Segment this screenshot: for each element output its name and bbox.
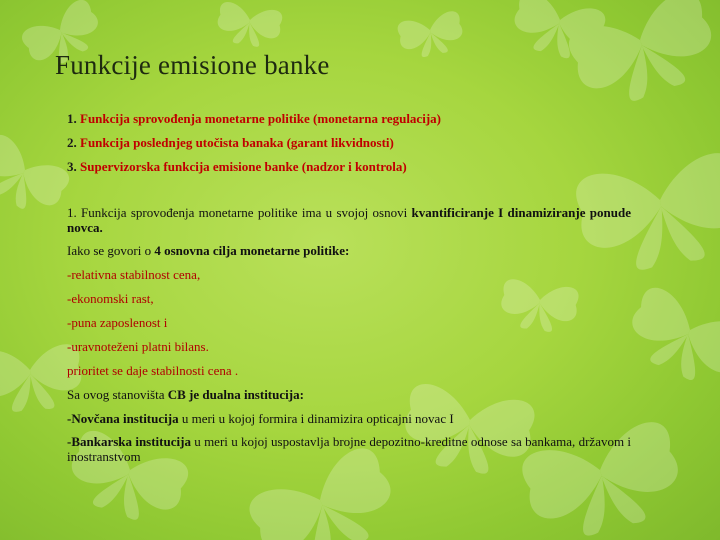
goal-item: -uravnoteženi platni bilans. — [67, 339, 209, 354]
list-item-number: 2. — [67, 135, 77, 150]
paragraph-emphasis: 4 osnovna cilja monetarne politike: — [154, 243, 350, 258]
paragraph-text: Sa ovog stanovišta — [67, 387, 168, 402]
slide-title: Funkcije emisione banke — [55, 50, 330, 80]
list-item-number: 1. — [67, 111, 77, 126]
function-list — [67, 110, 647, 182]
butterfly-icon — [396, 10, 466, 62]
list-item-text: Supervizorska funkcija emisione banke (nadzor i kontrola) — [76, 159, 407, 174]
paragraph-emphasis: kvantificiranje I dinamiziranje ponude novca. — [67, 205, 631, 235]
list-item-number: 3. — [67, 159, 77, 174]
paragraph-emphasis: -Novčana institucija — [67, 411, 179, 426]
goal-item: -puna zaposlenost i — [67, 315, 168, 330]
list-item — [67, 110, 647, 134]
paragraph-monetary-function — [67, 206, 631, 235]
list-item-text: Funkcija sprovođenja monetarne politike (monetarna regulacija) — [76, 111, 441, 126]
butterfly-icon — [0, 131, 73, 223]
slide-body — [67, 206, 631, 472]
paragraph-emphasis: -Bankarska institucija — [67, 434, 191, 449]
paragraph-text: u meri u kojoj uspostavlja brojne depozitno-kreditne odnose sa bankama, državom i inostranstvom — [67, 434, 632, 464]
list-item-text: Funkcija poslednjeg utočista banaka (garant likvidnosti) — [76, 135, 394, 150]
list-item — [67, 158, 647, 182]
paragraph-goals-intro — [67, 243, 631, 267]
paragraph-banking-institution — [67, 435, 631, 464]
paragraph-text: Iako se govori o — [67, 243, 155, 258]
butterfly-icon — [214, 1, 283, 51]
list-item — [67, 134, 647, 158]
paragraph-monetary-institution — [67, 411, 631, 435]
goal-item: -relativna stabilnost cena, — [67, 267, 201, 282]
goal-item: -ekonomski rast, — [67, 291, 154, 306]
butterfly-icon — [564, 0, 720, 116]
butterfly-icon — [508, 0, 608, 66]
paragraph-emphasis: CB je dualna institucija: — [167, 387, 304, 402]
priority-note: prioritet se daje stabilnosti cena . — [67, 363, 239, 378]
paragraph-dual-institution — [67, 387, 631, 411]
paragraph-text: 1. Funkcija sprovođenja monetarne politike ima u svojoj osnovi — [67, 205, 412, 220]
butterfly-icon — [619, 283, 720, 395]
paragraph-text: u meri u kojoj formira i dinamizira opticajni novac I — [178, 411, 454, 426]
